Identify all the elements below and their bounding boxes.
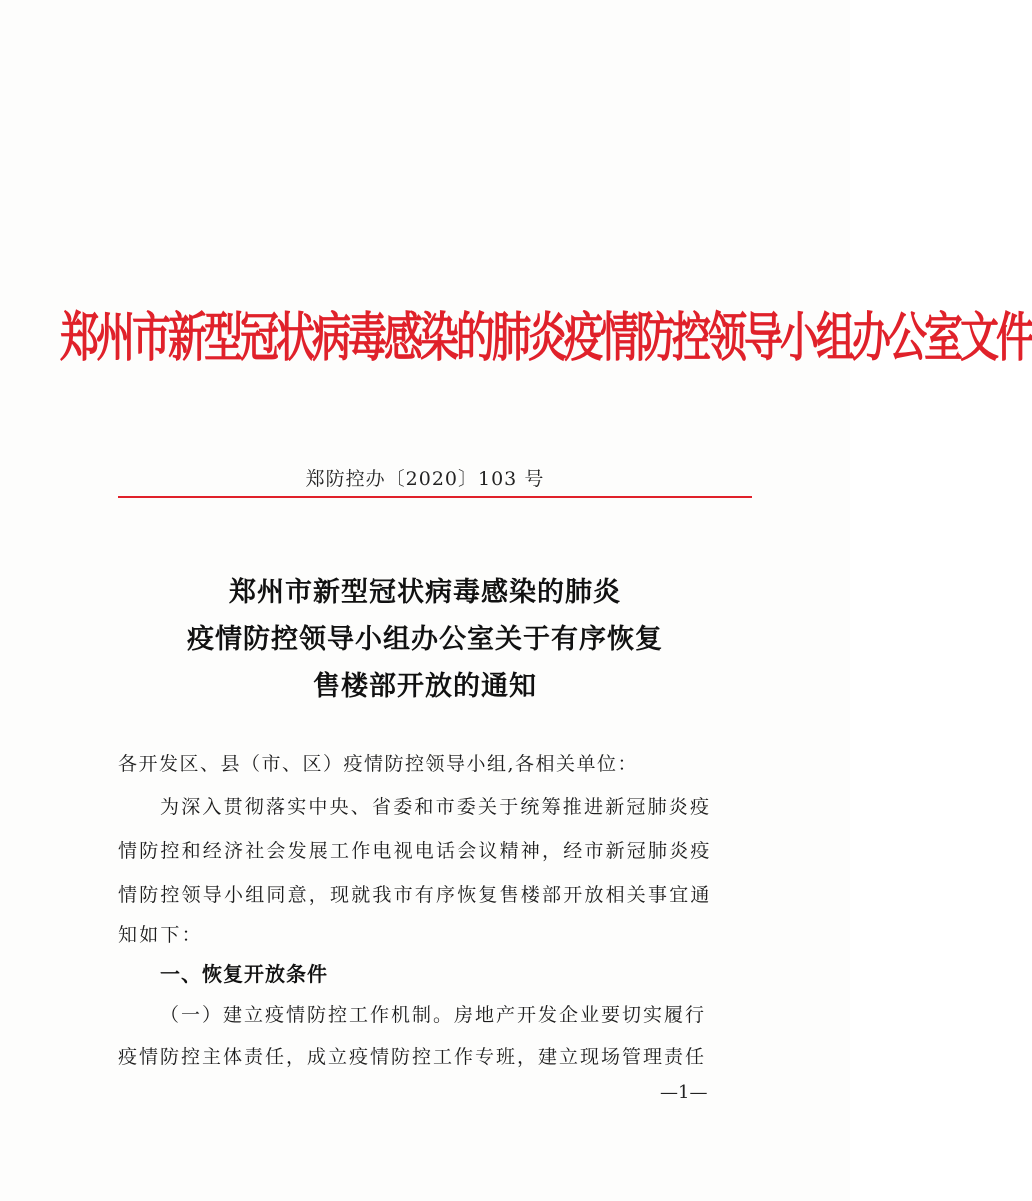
paragraph-2-line-1: （一）建立疫情防控工作机制。房地产开发企业要切实履行 — [160, 1004, 707, 1026]
page-number: —1— — [660, 1082, 708, 1103]
paragraph-1-line-4: 知如下： — [118, 924, 203, 946]
issuing-org-header: 郑州市新型冠状病毒感染的肺炎疫情防控领导小组办公室文件 — [60, 306, 1032, 369]
paragraph-1-line-2: 情防控和经济社会发展工作电视电话会议精神，经市新冠肺炎疫 — [118, 840, 712, 862]
document-number: 郑防控办〔2020〕103 号 — [305, 468, 545, 490]
red-divider-line — [118, 496, 752, 498]
paragraph-1-line-1: 为深入贯彻落实中央、省委和市委关于统筹推进新冠肺炎疫 — [160, 796, 712, 818]
notice-title-line-1: 郑州市新型冠状病毒感染的肺炎 — [229, 577, 621, 608]
addressee-line: 各开发区、县（市、区）疫情防控领导小组,各相关单位： — [118, 753, 639, 775]
paragraph-1-line-3: 情防控领导小组同意，现就我市有序恢复售楼部开放相关事宜通 — [118, 884, 712, 906]
section-1-heading: 一、恢复开放条件 — [160, 962, 328, 986]
notice-title-line-3: 售楼部开放的通知 — [313, 671, 537, 702]
notice-title-line-2: 疫情防控领导小组办公室关于有序恢复 — [187, 624, 663, 655]
paragraph-2-line-2: 疫情防控主体责任，成立疫情防控工作专班，建立现场管理责任 — [118, 1046, 707, 1068]
